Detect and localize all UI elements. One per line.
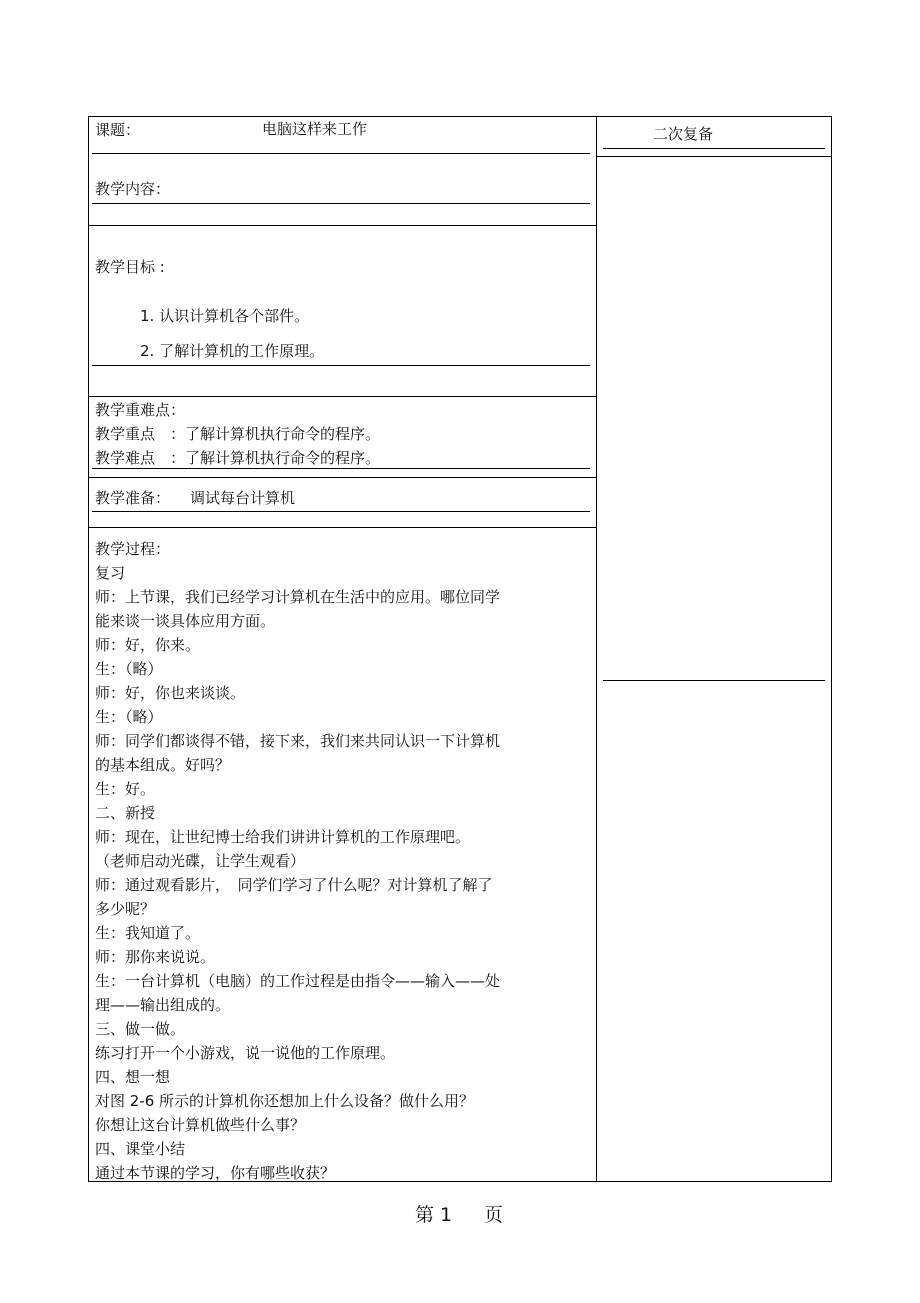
process-line: （老师启动光碟，让学生观看）: [95, 852, 306, 870]
process-line: 师：上节课，我们已经学习计算机在生活中的应用。哪位同学: [95, 588, 501, 606]
prep-value: 调试每台计算机: [190, 489, 296, 507]
process-line: 你想让这台计算机做些什么事？: [95, 1116, 306, 1134]
row-divider: [89, 527, 596, 528]
process-line: 教学过程：: [95, 540, 171, 558]
process-line: 对图 2-6 所示的计算机你还想加上什么设备？做什么用？: [95, 1092, 475, 1110]
underline-rule: [603, 148, 825, 149]
topic-label: 课题：: [95, 121, 141, 139]
process-line: 师：通过观看影片， 同学们学习了什么呢？对计算机了解了: [95, 876, 493, 894]
page-number-prefix: 第 1: [415, 1204, 453, 1226]
process-line: 生：一台计算机（电脑）的工作过程是由指令——输入——处: [95, 972, 501, 990]
process-line: 四、想一想: [95, 1068, 171, 1086]
goal-item: 1. 认识计算机各个部件。: [140, 307, 310, 325]
prep-label: 教学准备：: [95, 489, 171, 507]
underline-rule: [92, 511, 590, 512]
row-divider: [89, 225, 596, 226]
side-column-title: 二次复备: [653, 125, 714, 143]
process-line: 理——输出组成的。: [95, 996, 231, 1014]
topic-title: 电脑这样来工作: [262, 120, 368, 138]
process-line: 师：同学们都谈得不错，接下来，我们来共同认识一下计算机: [95, 732, 501, 750]
process-line: 能来谈一谈具体应用方面。: [95, 612, 276, 630]
row-divider: [89, 396, 596, 397]
process-line: 多少呢？: [95, 900, 156, 918]
teaching-process: [95, 537, 575, 1185]
underline-rule: [597, 156, 831, 157]
process-line: 生：我知道了。: [95, 924, 201, 942]
key-point: 教学重点 ：了解计算机执行命令的程序。: [95, 425, 381, 443]
process-line: 练习打开一个小游戏，说一说他的工作原理。: [95, 1044, 396, 1062]
goals-label: 教学目标 :: [95, 258, 165, 276]
process-line: 四、课堂小结: [95, 1140, 186, 1158]
process-line: 师：好，你也来谈谈。: [95, 684, 246, 702]
process-line: 三、做一做。: [95, 1020, 186, 1038]
process-line: 师：那你来说说。: [95, 948, 216, 966]
process-line: 师：好，你来。: [95, 636, 201, 654]
underline-rule: [92, 468, 590, 469]
process-line: 生：好。: [95, 780, 156, 798]
process-line: 生：（略）: [95, 708, 163, 726]
row-divider: [89, 477, 596, 478]
underline-rule: [92, 153, 590, 154]
underline-rule: [603, 680, 825, 681]
goal-item: 2. 了解计算机的工作原理。: [140, 342, 325, 360]
content-label: 教学内容：: [95, 180, 171, 198]
underline-rule: [92, 365, 590, 366]
process-line: 的基本组成。好吗？: [95, 756, 231, 774]
difficulty-label: 教学重难点：: [95, 401, 186, 419]
process-line: 通过本节课的学习，你有哪些收获？: [95, 1164, 336, 1182]
hard-point: 教学难点 ：了解计算机执行命令的程序。: [95, 449, 381, 467]
page-number-suffix: 页: [484, 1204, 504, 1226]
process-line: 师：现在，让世纪博士给我们讲讲计算机的工作原理吧。: [95, 828, 471, 846]
column-divider: [596, 116, 597, 1182]
process-line: 生：（略）: [95, 660, 163, 678]
process-line: 二、新授: [95, 804, 156, 822]
underline-rule: [92, 203, 590, 204]
process-line: 复习: [95, 564, 126, 582]
